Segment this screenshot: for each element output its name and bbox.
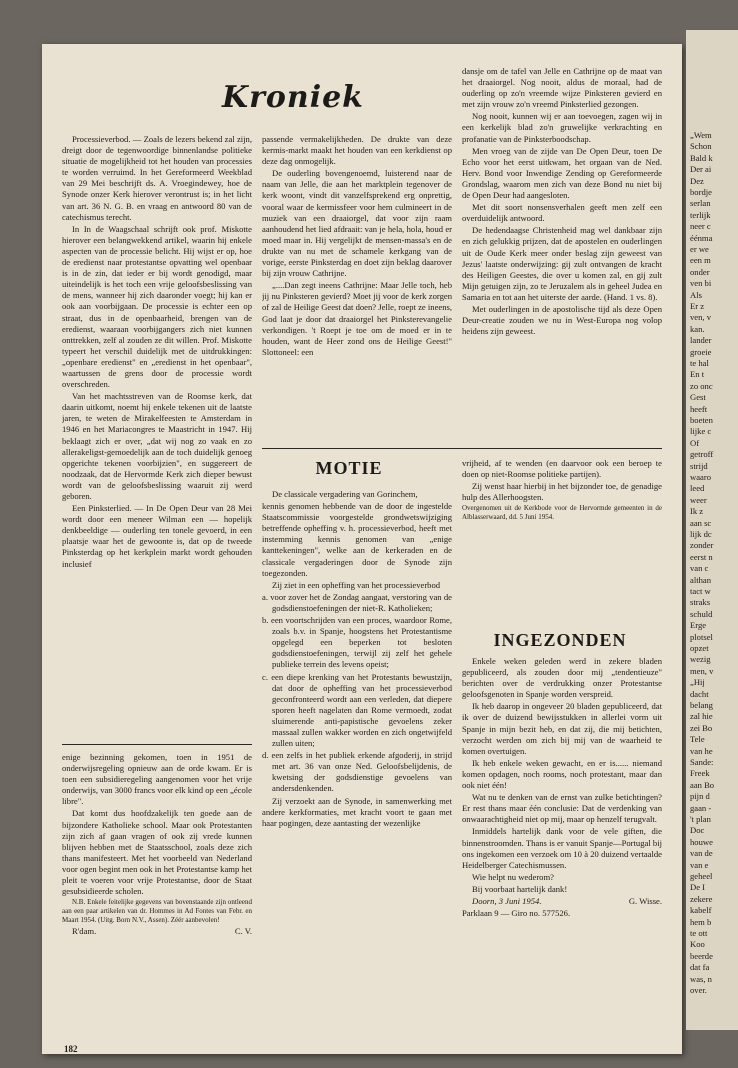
paragraph: Een Pinksterlied. — In De Open Deur van 28 Mei wordt door een meneer Wilman een — hopelijk denkbeeldige — ouderling ten tonele gevoerd, in een plaatsje waar het de gewoonte is, dat op de tweede Pinksterdag op het kerkplein markt wordt gehouden inclusief: [62, 503, 252, 569]
next-page-fragment: van e: [690, 859, 709, 870]
next-page-fragment: kabelf: [690, 905, 712, 916]
next-page-fragment: Koo: [690, 939, 705, 950]
paragraph: vrijheid, af te wenden (en daarvoor ook een beroep te doen op niet-Roomse politieke partijen).: [462, 458, 662, 480]
next-page-fragment: zal hie: [690, 711, 713, 722]
next-page-edge: [686, 30, 738, 1030]
next-page-fragment: kan.: [690, 323, 705, 334]
paragraph: enige bezinning gekomen, toen in 1951 de onderwijsregeling opnieuw aan de orde kwam. Er is toen een subsidieregeling aangenomen voor het vrije onderwijs, van 3000 francs voor elk kind op een „école libre".: [62, 752, 252, 807]
paragraph: Nog nooit, kunnen wij er aan toevoegen, zagen wij in een kerkelijk blad zo'n gruwelijke verkrachting en profanatie van de Pinksterboodschap.: [462, 111, 662, 144]
next-page-fragment: Tele: [690, 734, 705, 745]
next-page-fragment: te ott: [690, 928, 708, 938]
paragraph: Zij wenst haar hierbij in het bijzonder toe, de genadige hulp des Allerhoogsten.: [462, 481, 662, 503]
next-page-fragment: De I: [690, 882, 706, 893]
next-page-fragment: boeten: [690, 415, 713, 425]
next-page-fragment: zonder: [690, 540, 714, 551]
next-page-fragment: aan sc: [690, 517, 712, 528]
paragraph: Met ouderlingen in de apostolische tijd als deze Open Deur-creatie zouden we nu in West-Europa nog volop heidens zijn geweest.: [462, 303, 662, 337]
next-page-fragment: tact w: [690, 586, 711, 596]
next-page-fragment: Er z: [690, 301, 705, 311]
next-page-fragment: eerst n: [690, 551, 713, 562]
next-page-fragment: te hal: [690, 358, 709, 368]
next-page-fragment: Bald k: [690, 152, 713, 163]
paragraph: Men vroeg van de zijde van De Open Deur, toen De Echo voor het eerst uitkwam, het orgaan van de Ned. Herv. Bond voor Inwendige Zending op Gereformeerde Grondslag, waarom men zich van deze Bond nu niet bij de Open Deur had aangesloten.: [462, 145, 662, 201]
next-page-fragment: pijn d: [690, 791, 710, 802]
paragraph: De hedendaagse Christenheid mag wel dankbaar zijn en zich gelukkig prijzen, dat de apostelen en ouderlingen uit de Oude Kerk meer onder beslag zijn geweest van Jezus' laatste onderwijzing: gij zult ontvangen de kracht des Heiligen Geestes, die over u komen zal, en gij zult Mijn getuigen zijn, zo te Jeruzalem als in geheel Judea en Samaria en tot aan het uiterste der aarde. (Hand. 1 vs. 8).: [462, 225, 662, 302]
paragraph: kennis genomen hebbende van de door de ingestelde Staatscommissie voorgestelde grondwetswijziging betreffende opheffing v. h. processieverbod, heeft met instemming kennis genomen van „enige kanttekeningen", welke aan de kerkeraden en de classicale vergaderingen door de Synode zijn toegezonden.: [262, 501, 452, 578]
ingezonden-column: [462, 656, 662, 1026]
next-page-fragment: heeft: [690, 403, 708, 414]
next-page-fragment: 't plan: [690, 814, 711, 824]
column-3-middle: [462, 458, 662, 618]
next-page-fragment: zei Bo: [690, 722, 713, 733]
sign-author: G. Wisse.: [628, 895, 662, 906]
column-1-bottom: [62, 752, 252, 1017]
paragraph: „....Dan zegt ineens Cathrijne: Maar Jelle toch, heb jij nu Pinksteren gevierd? Moet jij voor de kerk zorgen of zal de Heilige Geest dat doen? Jelle, roept ze ineens, God laat je door dat draaiorgel het Pinksterevangelie verkondigen. 't Roept je toe om de moed er in te houden, want de Heer zond ons de Heilige Geest!" Slottoneel: een: [262, 280, 452, 357]
next-page-fragment: En t: [690, 369, 705, 380]
paragraph: Wie helpt nu wederom?: [472, 871, 554, 882]
next-page-fragment: Gest: [690, 392, 706, 403]
next-page-fragment: lijke c: [690, 426, 712, 437]
next-page-fragment: ven, v: [690, 312, 712, 323]
motie-column: [262, 489, 452, 1019]
paragraph: Zij ziet in een opheffing van het processieverbod: [272, 579, 441, 590]
next-page-fragment: van de: [690, 848, 713, 859]
sign-author: C. V.: [234, 926, 252, 937]
next-page-fragment: houwe: [690, 836, 713, 847]
paragraph: Met dit soort nonsensverhalen geeft men zelf een overduidelijk antwoord.: [462, 202, 662, 224]
next-page-fragment: éénma: [690, 232, 713, 243]
list-item: a. voor zover het de Zondag aangaat, verstoring van de godsdienstoefeningen der niet-R. Katholieken;: [262, 591, 452, 613]
next-page-fragment: neer c: [690, 221, 711, 232]
next-page-fragment: waaro: [690, 472, 711, 482]
next-page-fragment: bordje: [690, 187, 712, 197]
next-page-fragment: wezig: [690, 654, 711, 665]
next-page-fragment: Of: [690, 437, 700, 448]
paragraph: Enkele weken geleden werd in zekere bladen gepubliceerd, als zouden door mij „tendentieuze" berichten over de verdrukking onzer Protestantse geloofsgenoten in Spanje worden verspreid.: [462, 656, 662, 700]
paragraph: Processieverbod. — Zoals de lezers bekend zal zijn, dreigt door de tegenwoordige binnenlandse politieke situatie de mogelijkheid tot het houden van processies te worden verruimd. In het Gereformeerd Weekblad van 29 Mei beschrijft ds. A. Vroegindewey, hoe de Synode onzer Kerk hierover verontrust is; in het licht van art. 36 N. G. B. en vraag en antwoord 80 van de catechismus terecht.: [62, 134, 252, 222]
next-page-fragment: Freek: [690, 768, 710, 779]
next-page-fragment: weer: [690, 494, 707, 505]
paragraph: De classicale vergadering van Gorinchem,: [272, 489, 418, 499]
next-page-fragment: lander: [690, 335, 712, 346]
sign-place: R'dam.: [72, 926, 97, 937]
paragraph: dansje om de tafel van Jelle en Cathrijne op de maat van het draaiorgel. Nog nooit, aldus de moraal, had de ouderling op zo'n vreemde wijze Pinksteren gevierd en met zijn vrouw zo'n vreemd Pinksterlied gezongen.: [462, 66, 662, 110]
paragraph: In In de Waagschaal schrijft ook prof. Miskotte hierover een belangwekkend artikel, waarin hij enkele aspecten van de processie belicht. Hij wijst er op, hoe de eredienst naar protestantse opvatting wel openbaar is in de zin, dat ieder er bij wordt genodigd, maar uiteindelijk is het toch een vrije geloofsbeslissing van de mens, wanneer hij zich daaronder voegt; hij kan er ook aan voorbijgaan. De processie is echter een op straat, dus in de openbaarheid, brengen van de eredienst, waaraan voorbijgangers zich niet kunnen onttrekken, zelf al zouden ze dit willen. Prof. Miskotte typeert het verschil duidelijk met de uitdrukkingen: „openbare eredienst" en „eredienst in het openbaar", waartussen de grens door de processie wordt overschreden.: [62, 223, 252, 390]
paragraph: Inmiddels hartelijk dank voor de vele giften, die binnenstroomden. Thans is er vanuit Spanje—Portugal bij ons ingekomen een verzoek om 10 à 20 duizend vertaalde Heidelberger Catechismussen.: [462, 826, 662, 870]
next-page-fragment: Doc: [690, 825, 705, 836]
motie-heading: MOTIE: [315, 458, 383, 478]
paragraph: Bij voorbaat hartelijk dank!: [472, 883, 568, 894]
paragraph: Ik heb enkele weken gewacht, en er is...... niemand komen opdagen, noch rooms, noch protestant, maar dan ook niet één!: [462, 757, 662, 791]
next-page-fragment: serlan: [690, 198, 711, 209]
next-page-fragment: leed: [690, 483, 705, 494]
list-item: b. een voortschrijden van een proces, waardoor Rome, zoals b.v. in Spanje, hoogstens het Protestantisme opgelegd een beperken tot besloten godsdienstoefeningen, terwijl zij zelf het gehele publieke terrein des levens opeist;: [262, 615, 452, 670]
divider: [262, 448, 662, 449]
column-1-top: [62, 134, 252, 739]
next-page-fragment: Erge: [690, 620, 707, 631]
column-3-top: [462, 66, 662, 464]
next-page-fragment: straks: [690, 597, 711, 608]
column-2-top: [262, 134, 452, 444]
next-page-fragment: beerde: [690, 950, 713, 961]
next-page-fragment: men, v: [690, 665, 714, 676]
next-page-fragment: strijd: [690, 460, 708, 471]
next-page-fragment: ven bi: [690, 278, 712, 289]
next-page-fragment: plotsel: [690, 631, 713, 642]
next-page-fragment: terlijk: [690, 209, 711, 220]
divider: [62, 744, 252, 745]
source-note: Overgenomen uit de Kerkbode voor de Hervormde gemeenten in de Alblasserwaard, dd. 5 Juni 1954.: [462, 504, 662, 522]
paragraph: Zij verzoekt aan de Synode, in samenwerking met andere kerkformaties, met kracht voort te gaan met haar pogingen, deze aantasting der wezenlijke: [262, 795, 452, 828]
next-page-fragment: „Hij: [690, 677, 705, 688]
next-page-fragment: lijk dc: [690, 529, 712, 539]
paragraph: passende vermakelijkheden. De drukte van deze kermis-markt maakt het houden van een kerkdienst op deze dag onmogelijk.: [262, 134, 452, 167]
sign-place: Doorn, 3 Juni 1954.: [472, 895, 542, 906]
next-page-fragment: opzet: [690, 643, 709, 653]
next-page-fragment: dacht: [690, 688, 709, 699]
magazine-page: [42, 44, 682, 1054]
address: Parklaan 9 — Giro no. 577526.: [462, 908, 571, 919]
list-item: c. een diepe krenking van het Protestants bewustzijn, dat door de opheffing van het processieverbod geconfronteerd wordt aan een verleden, dat diepere sporen heeft nagelaten dan Rome vermoedt, zodat sluimerende anti-papistische gevoelens zeker massaal zullen wakker worden en zich ongetwijfeld zullen uiten;: [262, 671, 452, 749]
next-page-fragment: van c: [690, 563, 709, 574]
list-item: d. een zelfs in het publiek erkende afgoderij, in strijd met art. 36 van onze Ned. Geloofsbelijdenis, de kwetsing der godsdienstige gevoelens van andersdenkenden.: [262, 750, 452, 794]
ingezonden-heading: INGEZONDEN: [493, 630, 627, 650]
next-page-fragment: zekere: [690, 893, 713, 904]
next-page-fragment: althan: [690, 574, 711, 585]
page-title: Kroniek: [222, 80, 364, 115]
footnote: N.B. Enkele feitelijke gegevens van bovenstaande zijn ontleend aan een paar artikelen van dr. Hommes in Ad Fontes van Febr. en Maart 1954. (Uitg. Born N.V., Assen). Zéér aanbevolen!: [62, 898, 252, 925]
next-page-fragment: was, n: [690, 973, 712, 984]
next-page-fragment: „Wem: [690, 130, 712, 140]
next-page-fragment: er we: [690, 244, 709, 254]
paragraph: De ouderling bovengenoemd, luisterend naar de naam van Jelle, die aan het marktplein tegenover de kerk woont, vindt dit vanzelfsprekend erg onprettig, vooral waar de kermissfeer voor hem culmineert in de muziek van een draaiorgel, dat voor zijn raam aanhoudend het lied afdraait: van je hela, hola, houd er moed maar in. Hij vergelijkt de mensen-massa's en de drukte van nu met de schamele kerkgang van de vorige, eerste Pinksterdag en doet zijn beklag daarover bij zijn vrouw Cathrijne.: [262, 168, 452, 279]
next-page-fragment: dat fa: [690, 962, 710, 973]
next-page-fragment: een m: [690, 255, 711, 266]
next-page-fragment: onder: [690, 266, 710, 277]
next-page-fragment: schuld: [690, 608, 713, 619]
next-page-fragment: zo onc: [690, 380, 713, 391]
next-page-fragment: geheel: [690, 871, 713, 881]
next-page-fragment: getroff: [690, 449, 714, 460]
next-page-fragment: Der ai: [690, 164, 712, 175]
next-page-fragment: aan Bo: [690, 779, 715, 790]
next-page-fragment: groeie: [690, 346, 712, 357]
next-page-fragment: van he: [690, 745, 713, 756]
next-page-fragment: Ik z: [690, 506, 704, 517]
signature-line: [62, 926, 252, 937]
next-page-fragment: Sande:: [690, 757, 714, 767]
page-number: 182: [64, 1044, 78, 1054]
next-page-fragment: Schon: [690, 141, 712, 152]
next-page-fragment: Dez: [690, 175, 704, 186]
next-page-fragment: belang: [690, 700, 713, 710]
paragraph: Ik heb daarop in ongeveer 20 bladen gepubliceerd, dat ik over de duizend bewijsstukken in allerlei vorm uit Spanje in mijn bezit heb, en dat zij, die mij betichten, verzocht werden om zich bij mij van de waarheid te komen overtuigen.: [462, 701, 662, 756]
paragraph: Dat komt dus hoofdzakelijk ten goede aan de bijzondere Katholieke school. Maar ook Protestanten zijn zich af gaan vragen of ook zij vrede kunnen blijven hebben met de Staatsschool, zoals deze zich thans manifesteert. Met het voorbeeld van Nederland voor ogen begint men ook in het Protestantse kamp het pleit te voeren voor vrije Protestantse, door de Staat gesubsidieerde scholen.: [62, 808, 252, 897]
next-page-fragment: Als: [690, 289, 702, 300]
paragraph: Van het machtsstreven van de Roomse kerk, dat daarin uitkomt, noemt hij enkele tekenen uit de laatste jaren, te weten de Mirakelfeesten te Amsterdam in 1946 en het Mariacongres te Maastricht in 1947. Hij beklaagt zich er over, „dat wij nog zo vaak en zo allerakeligst-gemoedelijk aan de toch duidelijk genoeg opgerichte tekenen voorbijzien", en suggereert de noodzaak, dat de Hervormde Kerk zich dieper bewust wordt van de geloofsbeslissing waaruit zij werd geboren.: [62, 391, 252, 501]
next-page-fragment: gaan -: [690, 802, 712, 813]
next-page-fragment: hem b: [690, 916, 712, 927]
signature-line: [462, 896, 662, 907]
paragraph: Wat nu te denken van de ernst van zulke betichtingen? Er rest thans maar één conclusie: Dat de verdenking van onwaarachtigheid niet op mij, maar op henzelf terugvalt.: [462, 792, 662, 825]
next-page-fragment: over.: [690, 985, 707, 995]
